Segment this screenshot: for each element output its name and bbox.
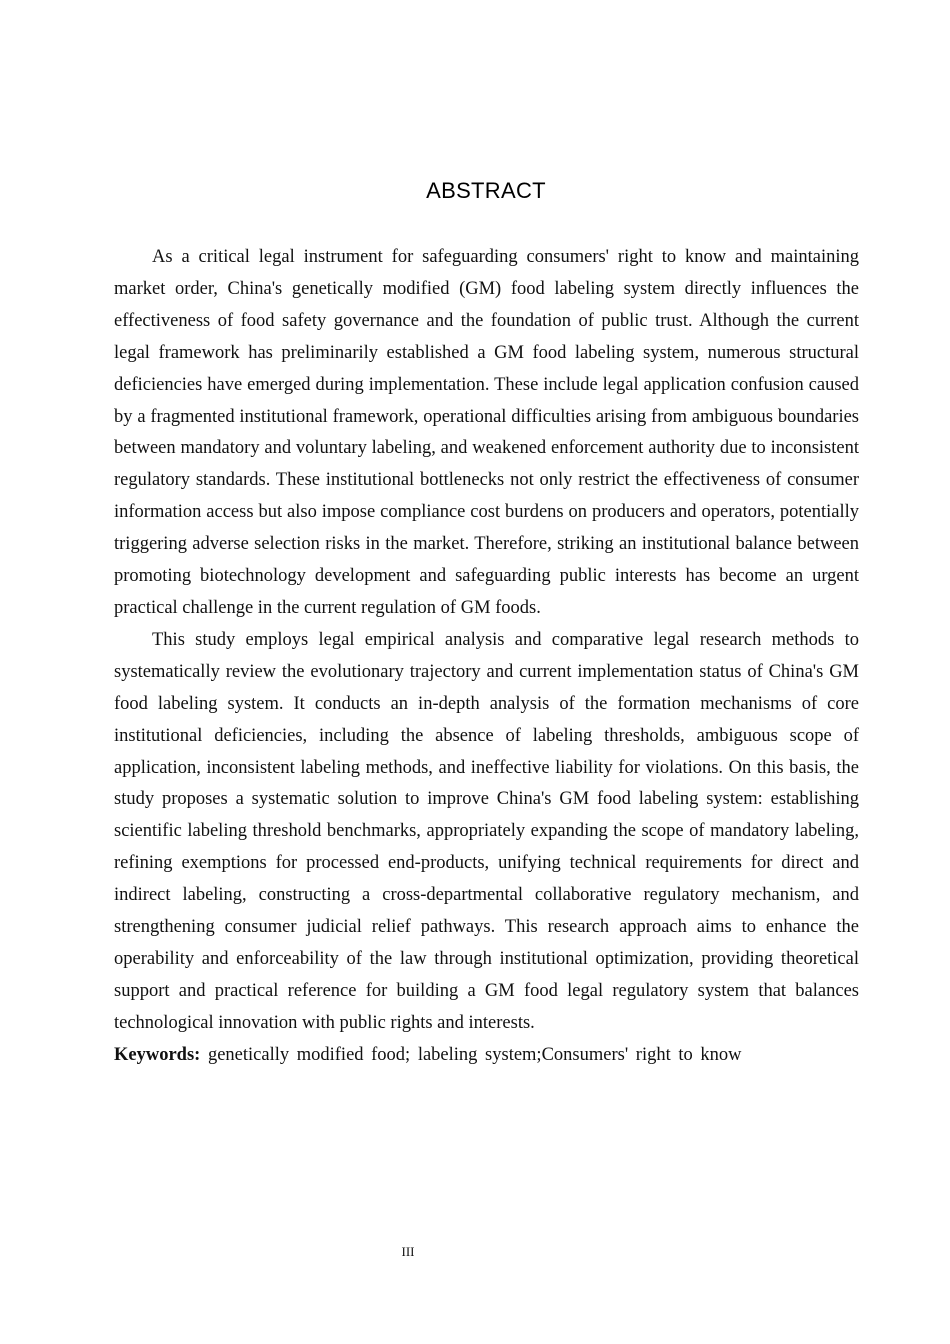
abstract-body [114, 242, 859, 1072]
keywords-label: Keywords: [114, 1044, 201, 1065]
abstract-paragraph-2: This study employs legal empirical analysis and comparative legal research methods to systematically review the evolutionary trajectory and current implementation status of China's GM food labeling system. It conducts an in-depth analysis of the formation mechanisms of core institutional deficiencies, including the absence of labeling thresholds, ambiguous scope of application, inconsistent labeling methods, and ineffective liability for violations. On this basis, the study proposes a systematic solution to improve China's GM food labeling system: establishing scientific labeling threshold benchmarks, appropriately expanding the scope of mandatory labeling, refining exemptions for processed end-products, unifying technical requirements for direct and indirect labeling, constructing a cross-departmental collaborative regulatory mechanism, and strengthening consumer judicial relief pathways. This research approach aims to enhance the operability and enforceability of the law through institutional optimization, providing theoretical support and practical reference for building a GM food legal regulatory system that balances technological innovation with public rights and interests. [114, 629, 859, 1033]
abstract-paragraph-1: As a critical legal instrument for safeguarding consumers' right to know and maintaining market order, China's genetically modified (GM) food labeling system directly influences the effectiveness of food safety governance and the foundation of public trust. Although the current legal framework has preliminarily established a GM food labeling system, numerous structural deficiencies have emerged during implementation. These include legal application confusion caused by a fragmented institutional framework, operational difficulties arising from ambiguous boundaries between mandatory and voluntary labeling, and weakened enforcement authority due to inconsistent regulatory standards. These institutional bottlenecks not only restrict the effectiveness of consumer information access but also impose compliance cost burdens on producers and operators, potentially triggering adverse selection risks in the market. Therefore, striking an institutional balance between promoting biotechnology development and safeguarding public interests has become an urgent practical challenge in the current regulation of GM foods. [114, 247, 859, 618]
keywords-line [114, 1040, 859, 1072]
abstract-title: ABSTRACT [426, 178, 546, 203]
page-number: III [401, 1244, 415, 1259]
keywords-text: genetically modified food; labeling system;Consumers' right to know [207, 1044, 742, 1065]
